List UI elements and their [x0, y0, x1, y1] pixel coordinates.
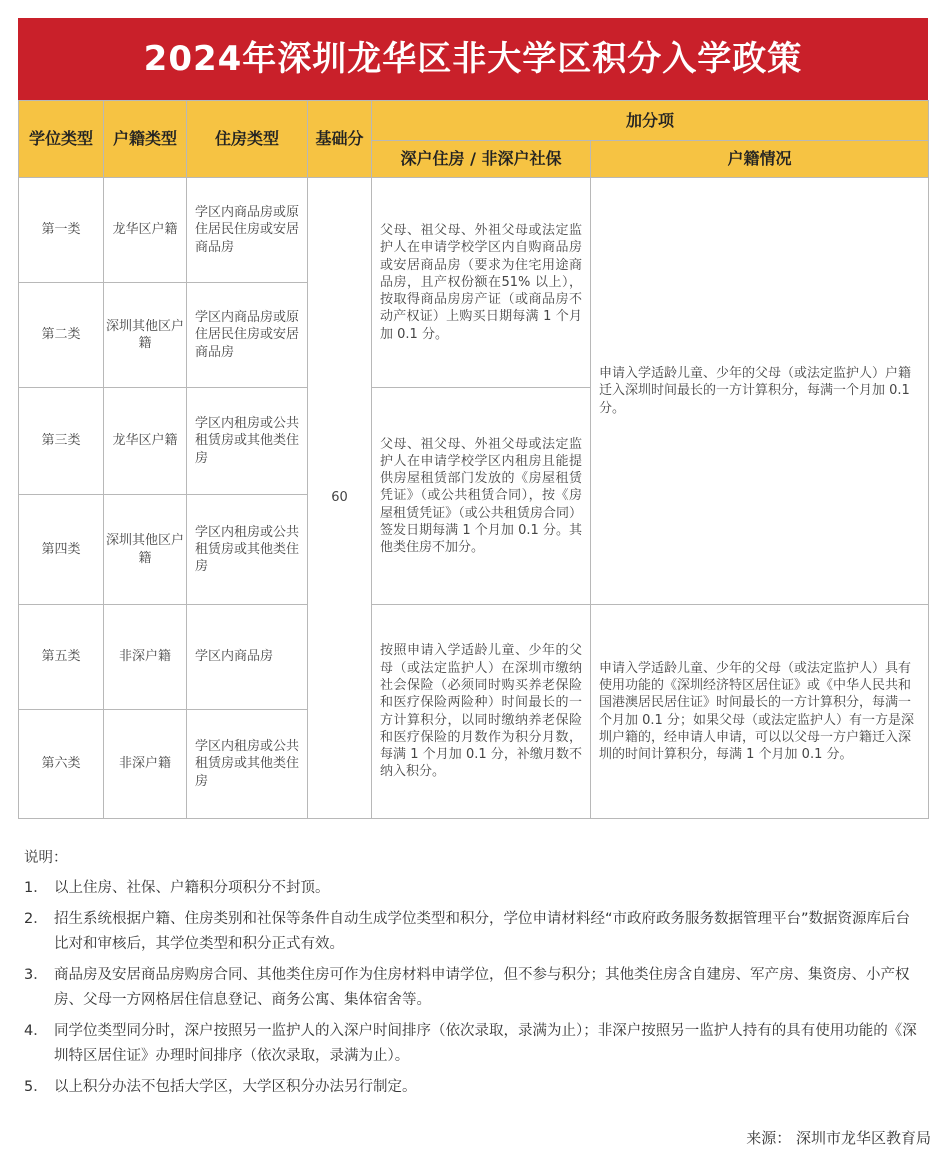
note-item — [24, 1075, 924, 1100]
note-text: 以上住房、社保、户籍积分项积分不封顶。 — [54, 880, 330, 896]
housing-type-cell: 学区内租房或公共租赁房或其他类住房 — [187, 710, 308, 819]
note-text: 以上积分办法不包括大学区，大学区积分办法另行制定。 — [54, 1079, 417, 1095]
note-item — [24, 907, 924, 957]
note-number: 5． — [24, 1079, 48, 1095]
page-title: 2024年深圳龙华区非大学区积分入学政策 — [18, 18, 928, 100]
note-text: 商品房及安居商品房购房合同、其他类住房可作为住房材料申请学位，但不参与积分；其他类住房含自建房、军产房、集资房、小产权房、父母一方网格居住信息登记、商务公寓、集体宿舍等。 — [54, 967, 910, 1008]
bonus-social-security-cell: 按照申请入学适龄儿童、少年的父母（或法定监护人）在深圳市缴纳社会保险（必须同时购买养老保险和医疗保险两险种）时间最长的一方计算积分，以同时缴纳养老保险和医疗保险的月数作为积分月数，每满 1 个月加 0.1 分，补缴月数不纳入积分。 — [372, 605, 591, 819]
header-hukou-type: 户籍类型 — [104, 101, 187, 178]
hukou-type-cell: 龙华区户籍 — [104, 388, 187, 495]
hukou-type-cell: 非深户籍 — [104, 605, 187, 710]
housing-type-cell: 学区内商品房或原住居民住房或安居商品房 — [187, 178, 308, 283]
hukou-type-cell: 深圳其他区户籍 — [104, 495, 187, 605]
hukou-type-cell: 深圳其他区户籍 — [104, 283, 187, 388]
policy-table — [18, 100, 929, 819]
note-text: 招生系统根据户籍、住房类别和社保等条件自动生成学位类型和积分，学位申请材料经“市政府政务服务数据管理平台”数据资源库后台比对和审核后，其学位类型和积分正式有效。 — [54, 911, 911, 952]
school-type-cell: 第六类 — [19, 710, 104, 819]
header-bonus-housing: 深户住房 / 非深户社保 — [372, 141, 591, 178]
housing-type-cell: 学区内租房或公共租赁房或其他类住房 — [187, 388, 308, 495]
note-number: 4． — [24, 1023, 48, 1039]
housing-type-cell: 学区内租房或公共租赁房或其他类住房 — [187, 495, 308, 605]
header-school-type: 学位类型 — [19, 101, 104, 178]
note-number: 2． — [24, 911, 48, 927]
bonus-housing-rented-cell: 父母、祖父母、外祖父母或法定监护人在申请学校学区内租房且能提供房屋租赁部门发放的《房屋租赁凭证》（或公共租赁合同），按《房屋租赁凭证》（或公共租赁房合同）签发日期每满 1 个月加 0.1 分。其他类住房不加分。 — [372, 388, 591, 605]
bonus-housing-owned-cell: 父母、祖父母、外祖父母或法定监护人在申请学校学区内自购商品房或安居商品房（要求为住宅用途商品房，且产权份额在51% 以上），按取得商品房房产证（或商品房不动产权证）上购买日期每满 1 个月加 0.1 分。 — [372, 178, 591, 388]
header-base-score: 基础分 — [308, 101, 372, 178]
header-row — [19, 101, 929, 141]
source-credit: 来源： 深圳市龙华区教育局 — [746, 1129, 931, 1147]
housing-type-cell: 学区内商品房或原住居民住房或安居商品房 — [187, 283, 308, 388]
base-score-cell: 60 — [308, 178, 372, 819]
bonus-hukou-shenzhen-cell: 申请入学适龄儿童、少年的父母（或法定监护人）户籍迁入深圳时间最长的一方计算积分，每满一个月加 0.1 分。 — [591, 178, 929, 605]
header-housing-type: 住房类型 — [187, 101, 308, 178]
bonus-hukou-nonshenzhen-cell: 申请入学适龄儿童、少年的父母（或法定监护人）具有使用功能的《深圳经济特区居住证》或《中华人民共和国港澳居民居住证》时间最长的一方计算积分，每满一个月加 0.1 分；如果父母（或法定监护人）有一方是深圳户籍的，经申请人申请，可以以父母一方户籍迁入深圳的时间计算积分，每满 1 个月加 0.1 分。 — [591, 605, 929, 819]
school-type-cell: 第一类 — [19, 178, 104, 283]
note-number: 1． — [24, 880, 48, 896]
school-type-cell: 第三类 — [19, 388, 104, 495]
housing-type-cell: 学区内商品房 — [187, 605, 308, 710]
hukou-type-cell: 非深户籍 — [104, 710, 187, 819]
table-row — [19, 178, 929, 283]
notes-heading: 说明： — [24, 850, 68, 866]
note-text: 同学位类型同分时，深户按照另一监护人的入深户时间排序（依次录取，录满为止）；非深户按照另一监护人持有的具有使用功能的《深圳特区居住证》办理时间排序（依次录取，录满为止）。 — [54, 1023, 917, 1064]
note-item — [24, 1019, 924, 1069]
hukou-type-cell: 龙华区户籍 — [104, 178, 187, 283]
note-number: 3． — [24, 967, 48, 983]
school-type-cell: 第二类 — [19, 283, 104, 388]
school-type-cell: 第四类 — [19, 495, 104, 605]
header-bonus-hukou: 户籍情况 — [591, 141, 929, 178]
school-type-cell: 第五类 — [19, 605, 104, 710]
table-row — [19, 605, 929, 710]
header-bonus: 加分项 — [372, 101, 929, 141]
notes-section — [24, 846, 924, 1106]
note-item — [24, 963, 924, 1013]
note-item — [24, 876, 924, 901]
